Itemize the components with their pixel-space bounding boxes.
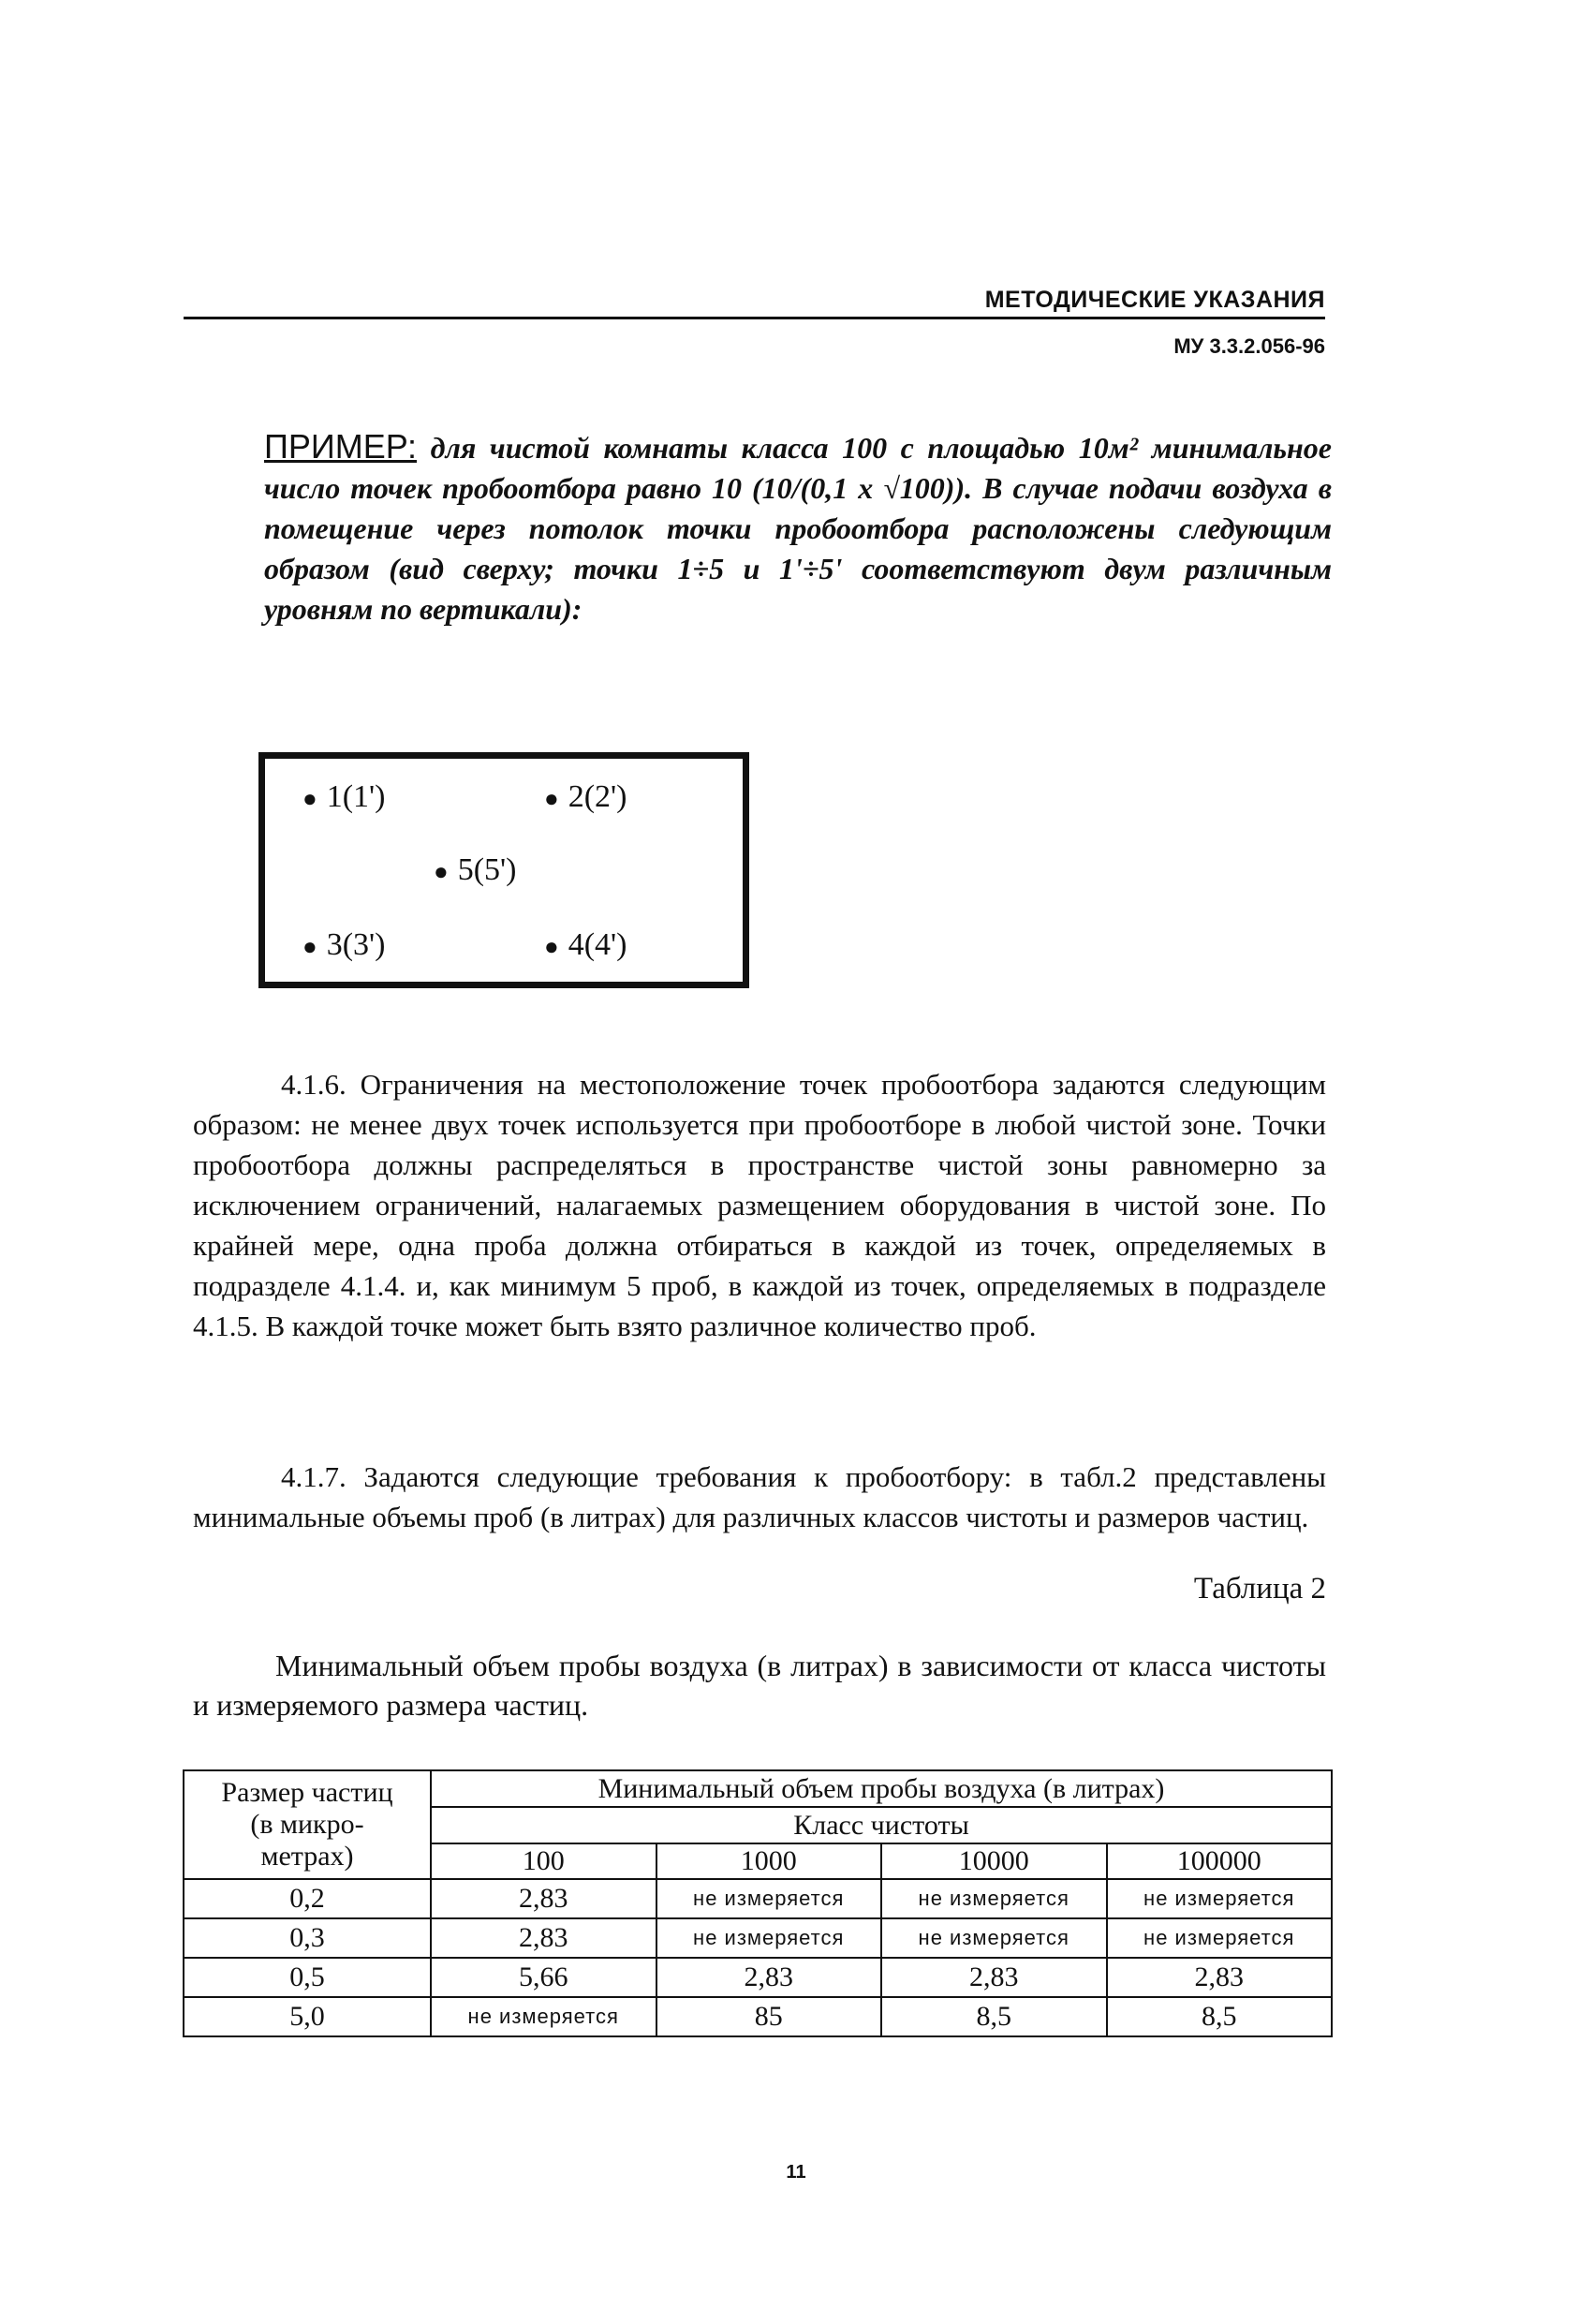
example-label: ПРИМЕР: <box>264 427 417 466</box>
value-cell: 5,66 <box>431 1958 656 1997</box>
sampling-point-2: ● 2(2') <box>544 779 627 814</box>
value-cell: не измеряется <box>656 1879 882 1918</box>
point-marker-icon: ● <box>544 933 559 961</box>
value-cell: не измеряется <box>656 1918 882 1958</box>
sample-volume-table <box>183 1769 1333 2037</box>
table-row <box>184 1958 1332 1997</box>
particle-size-cell: 0,2 <box>184 1879 431 1918</box>
value-cell: не измеряется <box>1107 1918 1333 1958</box>
value-cell: не измеряется <box>431 1997 656 2036</box>
value-cell: 2,83 <box>431 1918 656 1958</box>
particle-size-cell: 5,0 <box>184 1997 431 2036</box>
point-marker-icon: ● <box>544 785 559 813</box>
table-row <box>184 1918 1332 1958</box>
class-header: 100 <box>431 1843 656 1879</box>
document-code: МУ 3.3.2.056-96 <box>1173 334 1325 358</box>
class-header: 10000 <box>881 1843 1107 1879</box>
point-marker-icon: ● <box>434 858 449 886</box>
value-cell: 8,5 <box>881 1997 1107 2036</box>
paragraph-4-1-6: 4.1.6. Ограничения на местоположение точек пробоотбора задаются следующим образом: не менее двух точек используется при пробоотборе в любой чистой зоне. Точки пробоотбора должны распределяться в пространстве чистой зоны равномерно за исключением ограничений, налагаемых размещением оборудования в чистой зоне. По крайней мере, одна проба должна отбираться в каждой из точек, определяемых в подразделе 4.1.4. и, как минимум 5 проб, в каждой из точек, определяемых в подразделе 4.1.5. В каждой точке может быть взято различное количество проб. <box>193 1068 1326 1342</box>
particle-size-cell: 0,3 <box>184 1918 431 1958</box>
sampling-point-5: ● 5(5') <box>434 852 517 887</box>
point-marker-icon: ● <box>302 933 317 961</box>
example-block <box>264 426 1332 629</box>
value-cell: 2,83 <box>656 1958 882 1997</box>
value-cell: не измеряется <box>881 1918 1107 1958</box>
value-cell: не измеряется <box>1107 1879 1333 1918</box>
table-label: Таблица 2 <box>1193 1572 1326 1606</box>
value-cell: 2,83 <box>1107 1958 1333 1997</box>
paragraph-4-1-7: 4.1.7. Задаются следующие требования к пробоотбору: в табл.2 представлены минимальные объемы проб (в литрах) для различных классов чистоты и размеров частиц. <box>193 1460 1326 1533</box>
page-number: 11 <box>786 2162 806 2183</box>
subgroup-header: Класс чистоты <box>431 1807 1332 1843</box>
class-header: 1000 <box>656 1843 882 1879</box>
table-row <box>184 1879 1332 1918</box>
value-cell: 2,83 <box>881 1958 1107 1997</box>
table-caption: Минимальный объем пробы воздуха (в литрах) в зависимости от класса чистоты и измеряемого размера частиц. <box>193 1649 1326 1722</box>
value-cell: не измеряется <box>881 1879 1107 1918</box>
sampling-point-4: ● 4(4') <box>544 927 627 962</box>
point-marker-icon: ● <box>302 785 317 813</box>
particle-size-cell: 0,5 <box>184 1958 431 1997</box>
example-text: для чистой комнаты класса 100 с площадью 10м² минимальное число точек пробоотбора равно 10 (10/(0,1 х √100)). В случае подачи воздуха в помещение через потолок точки пробоотбора расположены следующим образом (вид сверху; точки 1÷5 и 1'÷5' соответствуют двум различным уровням по вертикали): <box>264 431 1333 626</box>
sampling-point-1: ● 1(1') <box>302 779 386 814</box>
running-header-title: МЕТОДИЧЕСКИЕ УКАЗАНИЯ <box>984 287 1325 313</box>
row-header-particle-size: Размер частиц (в микро- метрах) <box>184 1770 431 1879</box>
value-cell: 85 <box>656 1997 882 2036</box>
sampling-point-3: ● 3(3') <box>302 927 386 962</box>
class-header: 100000 <box>1107 1843 1333 1879</box>
header-rule <box>184 317 1325 319</box>
group-header: Минимальный объем пробы воздуха (в литрах) <box>431 1770 1332 1807</box>
value-cell: 8,5 <box>1107 1997 1333 2036</box>
table-row <box>184 1997 1332 2036</box>
sampling-points-diagram <box>258 752 749 988</box>
value-cell: 2,83 <box>431 1879 656 1918</box>
